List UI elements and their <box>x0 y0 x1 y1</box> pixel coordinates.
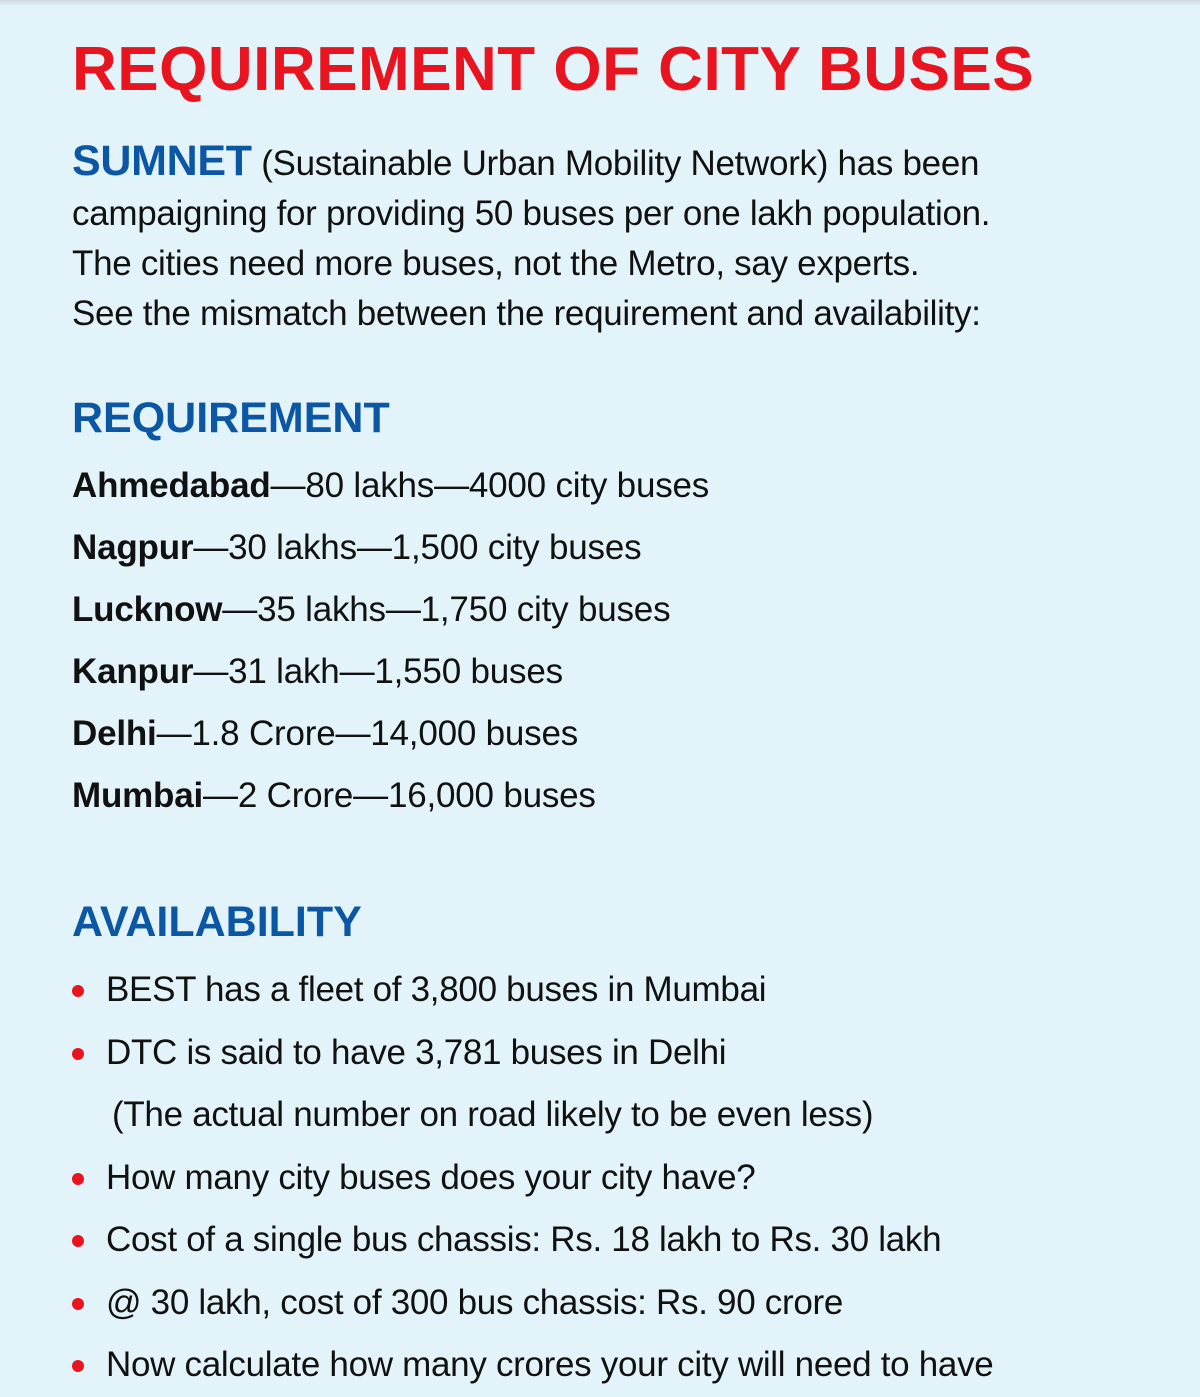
intro-line-1 <box>72 136 1182 189</box>
article-panel <box>72 30 1182 1397</box>
org-name: SUMNET <box>72 137 252 185</box>
availability-text: @ 30 lakh, cost of 300 bus chassis: Rs. 90 crore <box>106 1282 844 1322</box>
intro-line-1-rest: (Sustainable Urban Mobility Network) has been <box>251 144 980 183</box>
requirement-detail: —2 Crore—16,000 buses <box>203 776 596 815</box>
availability-text: BEST has a fleet of 3,800 buses in Mumbai <box>106 970 767 1009</box>
requirement-item <box>72 517 1182 579</box>
availability-item <box>72 1209 1182 1272</box>
city-name: Ahmedabad <box>72 466 271 505</box>
availability-item <box>72 1147 1182 1210</box>
availability-text: Now calculate how many crores your city will need to have <box>106 1345 994 1384</box>
availability-text: DTC is said to have 3,781 buses in Delhi <box>106 1032 727 1072</box>
city-name: Kanpur <box>72 652 194 691</box>
requirement-heading: REQUIREMENT <box>72 394 390 442</box>
bullet-icon <box>72 1048 84 1060</box>
availability-item <box>72 1272 1182 1335</box>
requirement-item <box>72 765 1182 827</box>
top-edge-shade <box>0 0 1200 6</box>
availability-text: Cost of a single bus chassis: Rs. 18 lakh to Rs. 30 lakh <box>106 1220 942 1259</box>
availability-text: How many city buses does your city have? <box>106 1157 756 1197</box>
page-title: REQUIREMENT OF CITY BUSES <box>72 35 1035 104</box>
city-name: Lucknow <box>72 590 223 629</box>
bullet-icon <box>72 1173 84 1185</box>
intro-paragraph <box>72 136 1182 339</box>
intro-line-3: The cities need more buses, not the Metro, say experts. <box>72 244 920 283</box>
intro-line-2: campaigning for providing 50 buses per one lakh population. <box>72 194 991 233</box>
requirement-detail: —1.8 Crore—14,000 buses <box>156 714 579 753</box>
city-name: Delhi <box>72 714 157 753</box>
bullet-icon <box>72 1298 84 1310</box>
requirement-item <box>72 579 1182 641</box>
city-name: Nagpur <box>72 528 194 567</box>
requirement-detail: —30 lakhs—1,500 city buses <box>193 528 642 567</box>
requirement-item <box>72 703 1182 765</box>
intro-line-4: See the mismatch between the requirement and availability: <box>72 294 981 333</box>
requirement-item <box>72 455 1182 517</box>
availability-list <box>72 959 1182 1397</box>
requirement-detail: —35 lakhs—1,750 city buses <box>222 590 671 629</box>
requirement-detail: —31 lakh—1,550 buses <box>193 652 563 691</box>
bullet-icon <box>72 985 84 997</box>
availability-note <box>72 1084 1182 1147</box>
availability-item <box>72 1022 1182 1085</box>
availability-item <box>72 959 1182 1022</box>
requirement-list <box>72 455 1182 827</box>
availability-text: (The actual number on road likely to be even less) <box>112 1095 874 1134</box>
bullet-icon <box>72 1235 84 1247</box>
availability-item <box>72 1334 1182 1397</box>
requirement-item <box>72 641 1182 703</box>
city-name: Mumbai <box>72 776 204 815</box>
requirement-detail: —80 lakhs—4000 city buses <box>270 466 710 505</box>
availability-heading: AVAILABILITY <box>72 898 362 946</box>
bullet-icon <box>72 1360 84 1372</box>
